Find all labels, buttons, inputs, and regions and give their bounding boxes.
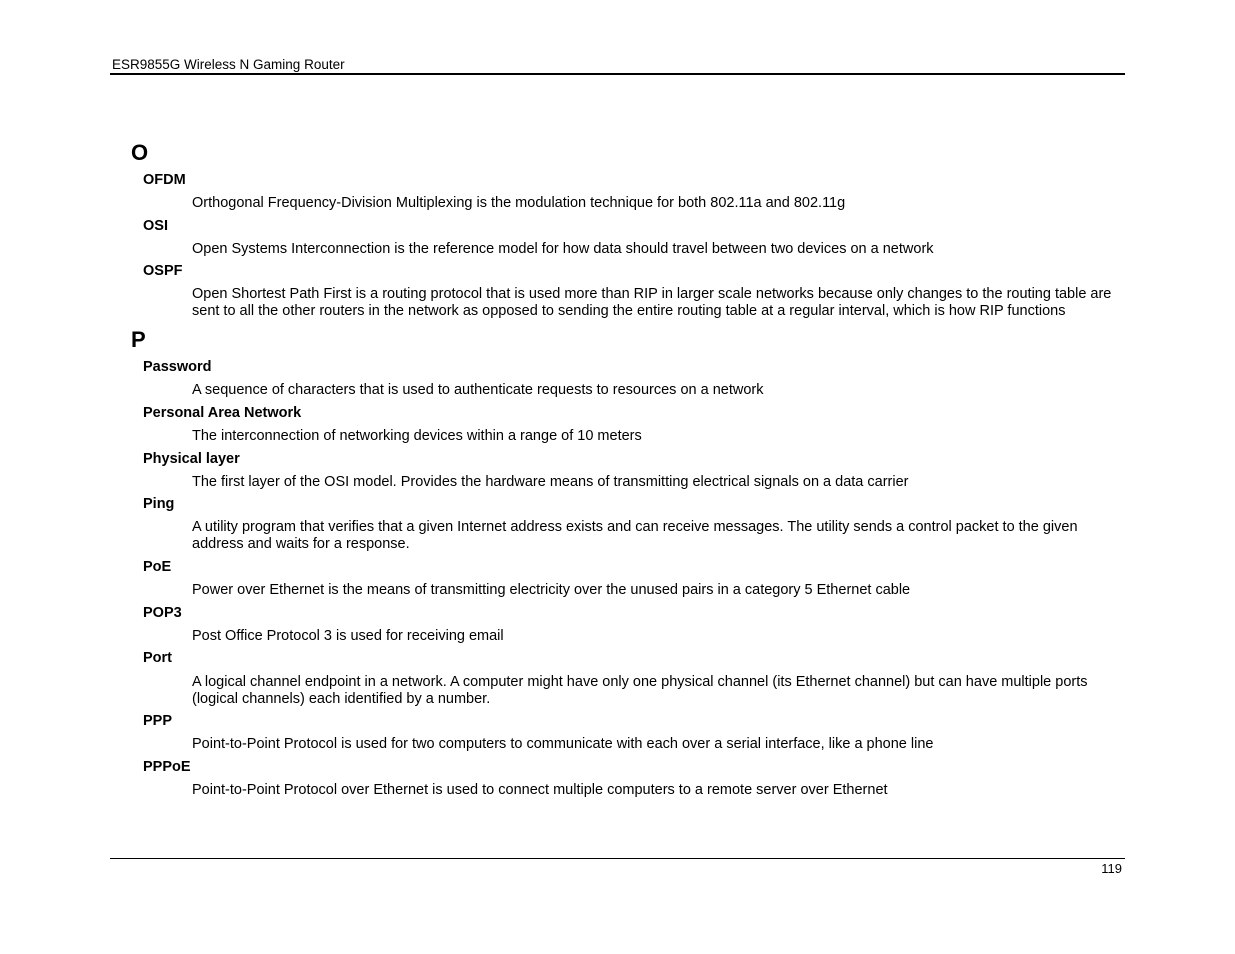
term-osi: OSI [143, 218, 168, 234]
term-ospf: OSPF [143, 263, 183, 279]
footer-divider [110, 858, 1125, 859]
definition-port: A logical channel endpoint in a network. A computer might have only one physical channel (its Ethernet channel) but can have multiple ports (logical channels) each identified by a number. [192, 674, 1088, 707]
term-ping: Ping [143, 496, 175, 512]
definition-pppoe: Point-to-Point Protocol over Ethernet is used to connect multiple computers to a remote server over Ethernet [192, 782, 888, 798]
term-pppoe: PPPoE [143, 759, 191, 775]
definition-pop3: Post Office Protocol 3 is used for receiving email [192, 628, 504, 644]
definition-ospf: Open Shortest Path First is a routing protocol that is used more than RIP in larger scale networks because only changes to the routing table are sent to all the other routers in the network as opposed to sending the entire routing table at a regular interval, which is how RIP functions [192, 286, 1112, 319]
term-poe: PoE [143, 559, 172, 575]
definition-ping: A utility program that verifies that a given Internet address exists and can receive messages. The utility sends a control packet to the given address and waits for a response. [192, 519, 1078, 552]
definition-osi: Open Systems Interconnection is the reference model for how data should travel between two devices on a network [192, 241, 934, 257]
term-physical-layer: Physical layer [143, 451, 240, 467]
definition-password: A sequence of characters that is used to authenticate requests to resources on a network [192, 382, 764, 398]
term-ofdm: OFDM [143, 172, 186, 188]
page-number: 119 [1101, 861, 1122, 876]
definition-poe: Power over Ethernet is the means of transmitting electricity over the unused pairs in a category 5 Ethernet cable [192, 582, 911, 598]
section-letter-o: O [131, 140, 149, 165]
section-letter-p: P [131, 327, 146, 352]
document-title: ESR9855G Wireless N Gaming Router [112, 57, 345, 72]
term-ppp: PPP [143, 713, 173, 729]
definition-physical-layer: The first layer of the OSI model. Provides the hardware means of transmitting electrical signals on a data carrier [192, 474, 909, 490]
term-personal-area-network: Personal Area Network [143, 405, 302, 421]
definition-ppp: Point-to-Point Protocol is used for two computers to communicate with each over a serial interface, like a phone line [192, 736, 934, 752]
term-password: Password [143, 359, 212, 375]
definition-ofdm: Orthogonal Frequency-Division Multiplexing is the modulation technique for both 802.11a and 802.11g [192, 195, 846, 211]
definition-personal-area-network: The interconnection of networking devices within a range of 10 meters [192, 428, 642, 444]
term-pop3: POP3 [143, 605, 182, 621]
header-divider [110, 73, 1125, 75]
term-port: Port [143, 650, 172, 666]
